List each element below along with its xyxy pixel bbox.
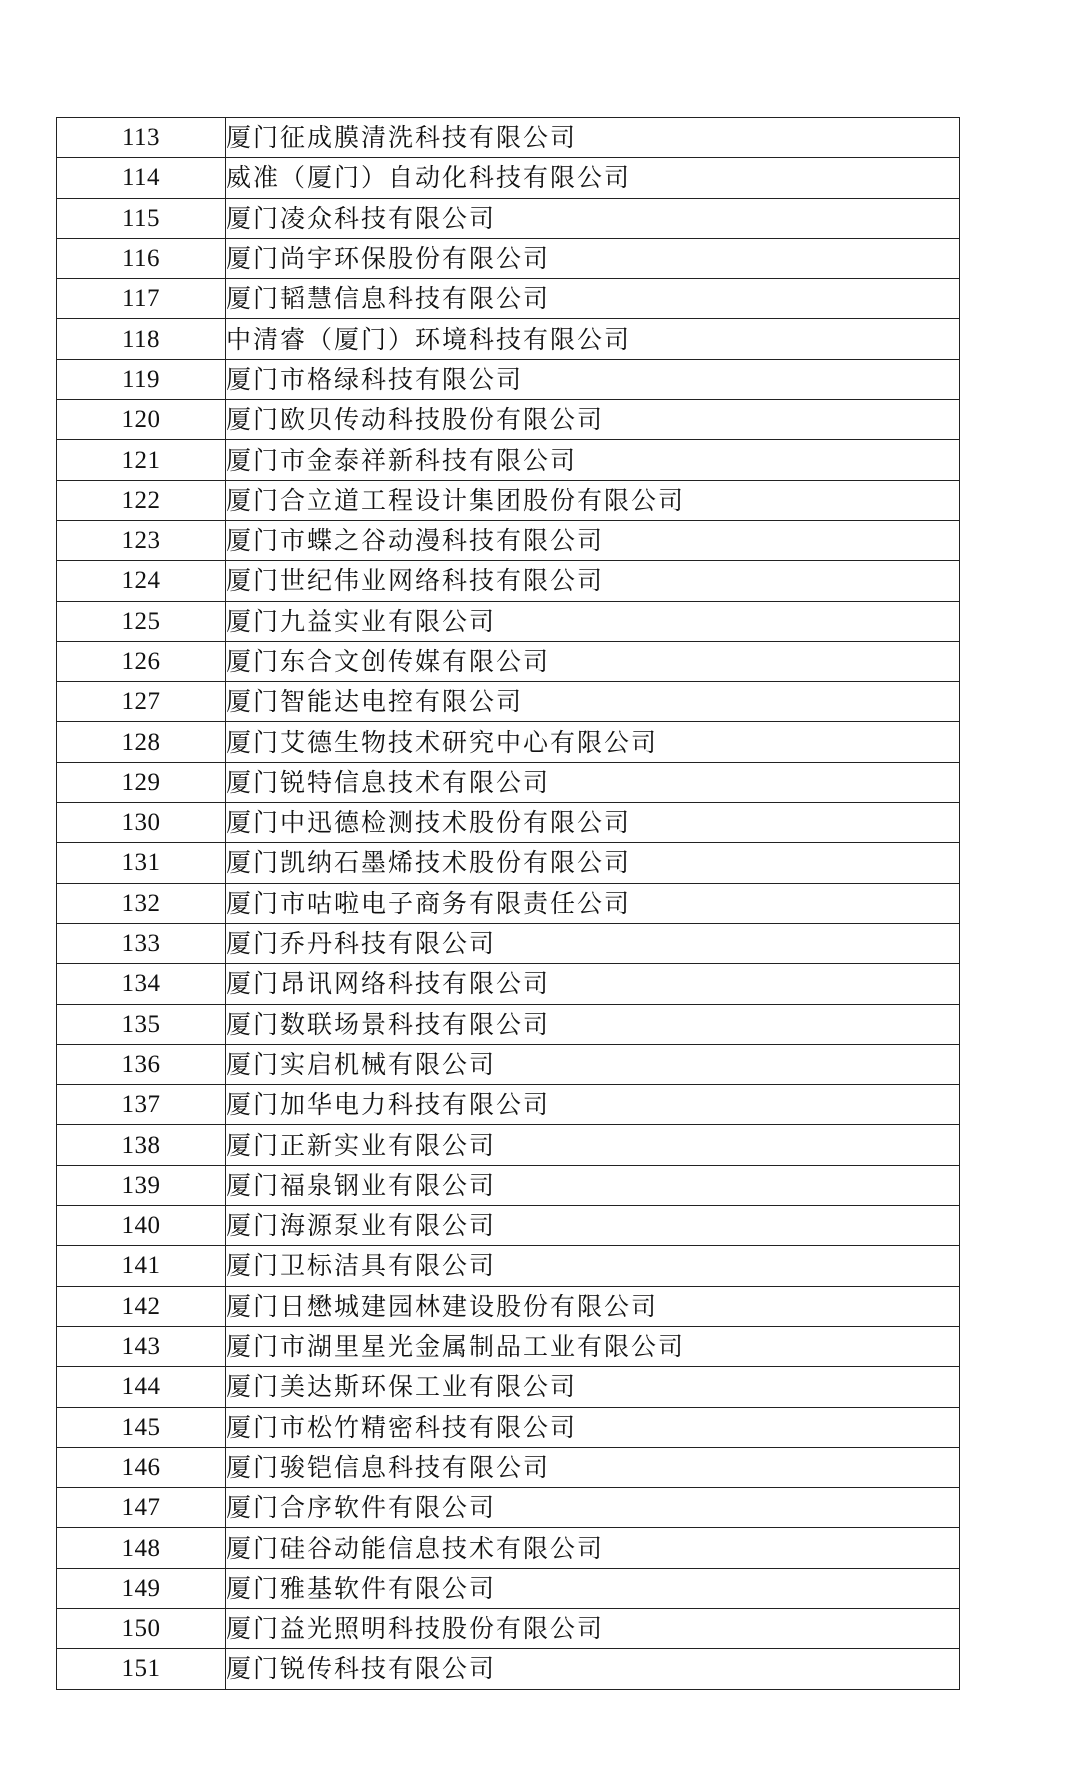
company-name: 厦门数联场景科技有限公司 bbox=[226, 1004, 960, 1044]
company-name: 厦门美达斯环保工业有限公司 bbox=[226, 1367, 960, 1407]
company-name: 厦门市蝶之谷动漫科技有限公司 bbox=[226, 520, 960, 560]
row-number: 114 bbox=[57, 158, 226, 198]
table-row bbox=[57, 1044, 960, 1084]
table-row bbox=[57, 400, 960, 440]
company-name: 厦门艾德生物技术研究中心有限公司 bbox=[226, 722, 960, 762]
table-row bbox=[57, 923, 960, 963]
row-number: 150 bbox=[57, 1608, 226, 1648]
table-row bbox=[57, 1488, 960, 1528]
row-number: 141 bbox=[57, 1246, 226, 1286]
company-name: 厦门凌众科技有限公司 bbox=[226, 198, 960, 238]
table-row bbox=[57, 762, 960, 802]
row-number: 135 bbox=[57, 1004, 226, 1044]
company-name: 厦门世纪伟业网络科技有限公司 bbox=[226, 561, 960, 601]
table-row bbox=[57, 1004, 960, 1044]
table-row bbox=[57, 1125, 960, 1165]
row-number: 134 bbox=[57, 964, 226, 1004]
table-row bbox=[57, 641, 960, 681]
table-row bbox=[57, 1085, 960, 1125]
row-number: 139 bbox=[57, 1165, 226, 1205]
company-name: 厦门欧贝传动科技股份有限公司 bbox=[226, 400, 960, 440]
company-name: 厦门市咕啦电子商务有限责任公司 bbox=[226, 883, 960, 923]
table-row bbox=[57, 964, 960, 1004]
company-name: 厦门尚宇环保股份有限公司 bbox=[226, 238, 960, 278]
row-number: 129 bbox=[57, 762, 226, 802]
table-row bbox=[57, 1649, 960, 1689]
row-number: 137 bbox=[57, 1085, 226, 1125]
row-number: 140 bbox=[57, 1206, 226, 1246]
table-row bbox=[57, 440, 960, 480]
company-name: 厦门凯纳石墨烯技术股份有限公司 bbox=[226, 843, 960, 883]
table-row bbox=[57, 118, 960, 158]
row-number: 126 bbox=[57, 641, 226, 681]
row-number: 149 bbox=[57, 1568, 226, 1608]
table-row bbox=[57, 1608, 960, 1648]
company-list-table bbox=[56, 117, 960, 1690]
company-name: 厦门加华电力科技有限公司 bbox=[226, 1085, 960, 1125]
company-name: 厦门东合文创传媒有限公司 bbox=[226, 641, 960, 681]
row-number: 138 bbox=[57, 1125, 226, 1165]
company-name: 厦门锐传科技有限公司 bbox=[226, 1649, 960, 1689]
row-number: 116 bbox=[57, 238, 226, 278]
row-number: 125 bbox=[57, 601, 226, 641]
table-row bbox=[57, 480, 960, 520]
table-body bbox=[57, 118, 960, 1690]
company-name: 厦门市格绿科技有限公司 bbox=[226, 359, 960, 399]
row-number: 144 bbox=[57, 1367, 226, 1407]
table-row bbox=[57, 1407, 960, 1447]
table-row bbox=[57, 1165, 960, 1205]
table-row bbox=[57, 601, 960, 641]
row-number: 120 bbox=[57, 400, 226, 440]
company-name: 厦门市金泰祥新科技有限公司 bbox=[226, 440, 960, 480]
row-number: 122 bbox=[57, 480, 226, 520]
company-name: 厦门智能达电控有限公司 bbox=[226, 682, 960, 722]
company-name: 厦门乔丹科技有限公司 bbox=[226, 923, 960, 963]
table-row bbox=[57, 1326, 960, 1366]
table-row bbox=[57, 803, 960, 843]
row-number: 133 bbox=[57, 923, 226, 963]
row-number: 130 bbox=[57, 803, 226, 843]
table-row bbox=[57, 722, 960, 762]
company-name: 厦门市松竹精密科技有限公司 bbox=[226, 1407, 960, 1447]
row-number: 145 bbox=[57, 1407, 226, 1447]
table-row bbox=[57, 1528, 960, 1568]
table-row bbox=[57, 520, 960, 560]
company-name: 威准（厦门）自动化科技有限公司 bbox=[226, 158, 960, 198]
company-name: 厦门九益实业有限公司 bbox=[226, 601, 960, 641]
company-name: 厦门日懋城建园林建设股份有限公司 bbox=[226, 1286, 960, 1326]
row-number: 123 bbox=[57, 520, 226, 560]
company-name: 厦门合序软件有限公司 bbox=[226, 1488, 960, 1528]
company-name: 中清睿（厦门）环境科技有限公司 bbox=[226, 319, 960, 359]
company-name: 厦门福泉钢业有限公司 bbox=[226, 1165, 960, 1205]
table-row bbox=[57, 883, 960, 923]
row-number: 136 bbox=[57, 1044, 226, 1084]
company-name: 厦门正新实业有限公司 bbox=[226, 1125, 960, 1165]
company-name: 厦门雅基软件有限公司 bbox=[226, 1568, 960, 1608]
row-number: 148 bbox=[57, 1528, 226, 1568]
row-number: 119 bbox=[57, 359, 226, 399]
row-number: 113 bbox=[57, 118, 226, 158]
table-row bbox=[57, 238, 960, 278]
table-row bbox=[57, 1206, 960, 1246]
company-name: 厦门锐特信息技术有限公司 bbox=[226, 762, 960, 802]
row-number: 128 bbox=[57, 722, 226, 762]
company-name: 厦门硅谷动能信息技术有限公司 bbox=[226, 1528, 960, 1568]
table-row bbox=[57, 1286, 960, 1326]
company-name: 厦门昂讯网络科技有限公司 bbox=[226, 964, 960, 1004]
row-number: 151 bbox=[57, 1649, 226, 1689]
row-number: 127 bbox=[57, 682, 226, 722]
row-number: 121 bbox=[57, 440, 226, 480]
row-number: 143 bbox=[57, 1326, 226, 1366]
table-row bbox=[57, 158, 960, 198]
row-number: 117 bbox=[57, 279, 226, 319]
company-name: 厦门海源泵业有限公司 bbox=[226, 1206, 960, 1246]
row-number: 115 bbox=[57, 198, 226, 238]
table-row bbox=[57, 1367, 960, 1407]
company-name: 厦门实启机械有限公司 bbox=[226, 1044, 960, 1084]
row-number: 118 bbox=[57, 319, 226, 359]
table-row bbox=[57, 359, 960, 399]
table-row bbox=[57, 319, 960, 359]
company-name: 厦门益光照明科技股份有限公司 bbox=[226, 1608, 960, 1648]
row-number: 132 bbox=[57, 883, 226, 923]
table-row bbox=[57, 198, 960, 238]
table-row bbox=[57, 1447, 960, 1487]
table-row bbox=[57, 682, 960, 722]
company-name: 厦门市湖里星光金属制品工业有限公司 bbox=[226, 1326, 960, 1366]
table-row bbox=[57, 279, 960, 319]
row-number: 142 bbox=[57, 1286, 226, 1326]
row-number: 146 bbox=[57, 1447, 226, 1487]
company-name: 厦门卫标洁具有限公司 bbox=[226, 1246, 960, 1286]
table-row bbox=[57, 561, 960, 601]
row-number: 147 bbox=[57, 1488, 226, 1528]
row-number: 131 bbox=[57, 843, 226, 883]
company-name: 厦门韬慧信息科技有限公司 bbox=[226, 279, 960, 319]
company-name: 厦门征成膜清洗科技有限公司 bbox=[226, 118, 960, 158]
table-row bbox=[57, 1568, 960, 1608]
table-row bbox=[57, 843, 960, 883]
row-number: 124 bbox=[57, 561, 226, 601]
company-name: 厦门骏铠信息科技有限公司 bbox=[226, 1447, 960, 1487]
table-row bbox=[57, 1246, 960, 1286]
company-name: 厦门合立道工程设计集团股份有限公司 bbox=[226, 480, 960, 520]
company-name: 厦门中迅德检测技术股份有限公司 bbox=[226, 803, 960, 843]
